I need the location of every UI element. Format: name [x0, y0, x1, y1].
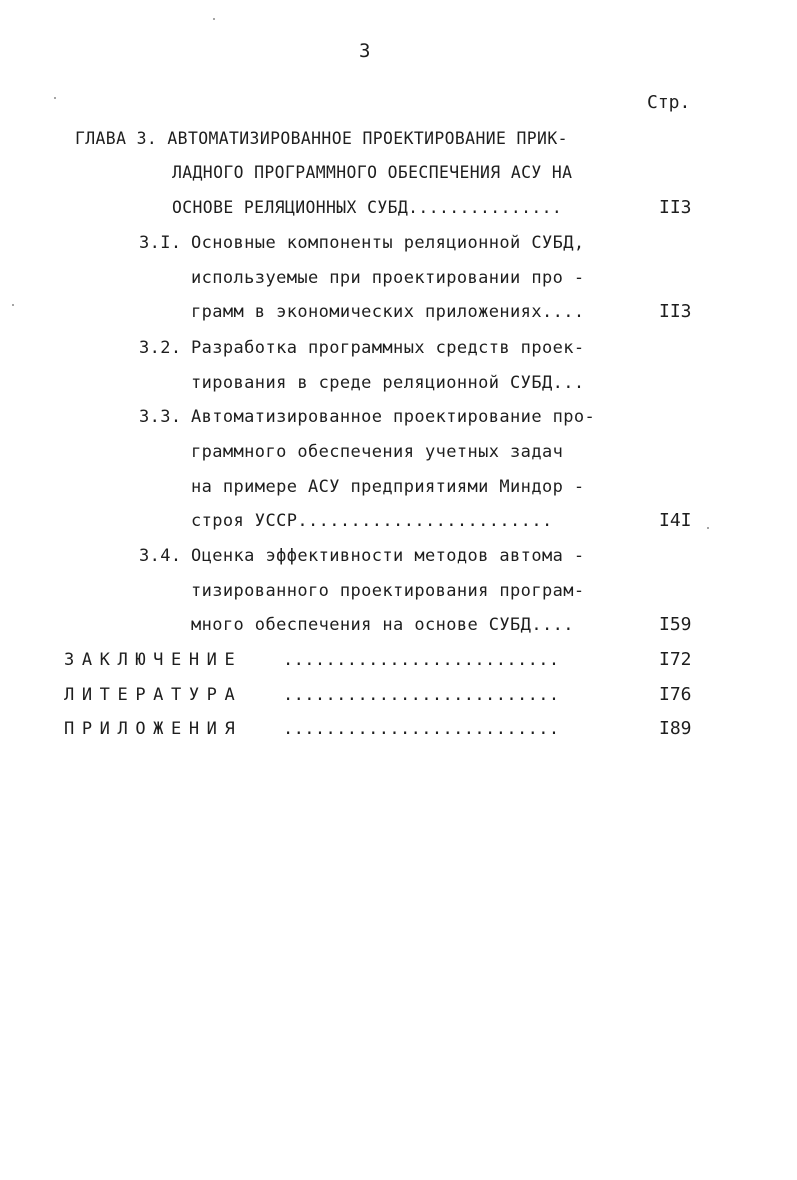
- section-title-line: тирования в среде реляционной СУБД...: [191, 373, 585, 393]
- back-matter-title: ПРИЛОЖЕНИЯ: [64, 719, 243, 739]
- section-title-line: грамм в экономических приложениях....: [191, 302, 585, 322]
- scan-speck: [707, 527, 709, 529]
- back-matter-page-ref: I76: [659, 684, 692, 705]
- section-page-ref: I59: [659, 614, 692, 635]
- back-matter-page-ref: I72: [659, 649, 692, 670]
- back-matter-title: ЗАКЛЮЧЕНИЕ: [64, 650, 243, 670]
- scan-speck: [54, 97, 56, 99]
- chapter-title-line: ОСНОВЕ РЕЛЯЦИОННЫХ СУБД...............: [172, 198, 563, 217]
- section-title-line: граммного обеспечения учетных задач: [191, 442, 564, 462]
- back-matter-title: ЛИТЕРАТУРА: [64, 685, 243, 705]
- section-number: 3.3.: [139, 407, 182, 427]
- dot-leader: ..........................: [283, 719, 560, 739]
- page-column-header: Стр.: [647, 92, 691, 113]
- section-title-line: Разработка программных средств проек-: [191, 338, 585, 358]
- section-title-line: Оценка эффективности методов автома -: [191, 546, 585, 566]
- section-title-line: используемые при проектировании про -: [191, 268, 585, 288]
- section-title-line: строя УССР........................: [191, 511, 553, 531]
- back-matter-page-ref: I89: [659, 718, 692, 739]
- chapter-title-line: ГЛАВА 3. АВТОМАТИЗИРОВАННОЕ ПРОЕКТИРОВАНИЕ ПРИК-: [75, 129, 568, 148]
- chapter-page-ref: II3: [659, 197, 692, 218]
- dot-leader: ..........................: [283, 650, 560, 670]
- section-title-line: на примере АСУ предприятиями Миндор -: [191, 477, 585, 497]
- section-number: 3.I.: [139, 233, 182, 253]
- scan-speck: [12, 304, 14, 306]
- section-number: 3.2.: [139, 338, 182, 358]
- section-title-line: Автоматизированное проектирование про-: [191, 407, 596, 427]
- section-title-line: много обеспечения на основе СУБД....: [191, 615, 574, 635]
- section-page-ref: I4I: [659, 510, 692, 531]
- chapter-title-line: ЛАДНОГО ПРОГРАММНОГО ОБЕСПЕЧЕНИЯ АСУ НА: [172, 163, 573, 182]
- scan-speck: [213, 18, 215, 20]
- section-number: 3.4.: [139, 546, 182, 566]
- dot-leader: ..........................: [283, 685, 560, 705]
- page-number: 3: [359, 40, 371, 62]
- section-title-line: тизированного проектирования програм-: [191, 581, 585, 601]
- section-page-ref: II3: [659, 301, 692, 322]
- section-title-line: Основные компоненты реляционной СУБД,: [191, 233, 585, 253]
